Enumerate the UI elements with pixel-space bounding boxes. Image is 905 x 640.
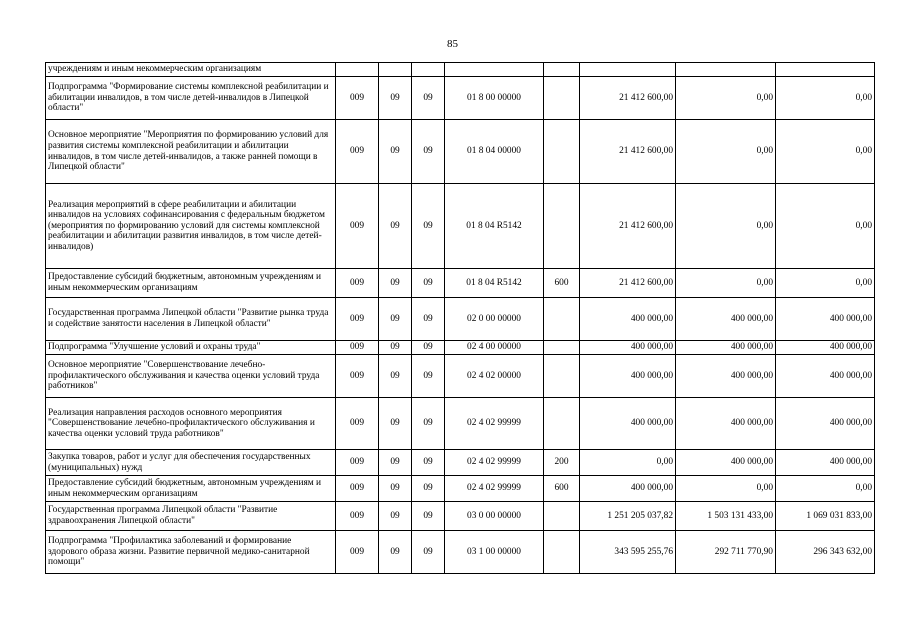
- row-sum-3: 400 000,00: [776, 298, 875, 341]
- row-ved: [336, 63, 379, 77]
- row-pr: 09: [412, 476, 445, 502]
- row-name: Реализация мероприятий в сфере реабилитации и абилитации инвалидов на условиях софинансирования с федеральным бюджетом (мероприятия по формированию условий для системы комплексной реабилитации и абилитации развития инвалидов, в том числе детей-инвалидов): [46, 184, 336, 269]
- row-ved: 009: [336, 298, 379, 341]
- row-sum-2: 400 000,00: [676, 298, 776, 341]
- row-pr: 09: [412, 269, 445, 298]
- row-sum-3: 400 000,00: [776, 398, 875, 450]
- row-name: Государственная программа Липецкой области "Развитие здравоохранения Липецкой области": [46, 502, 336, 531]
- table-row: [46, 450, 875, 476]
- row-sum-2: 0,00: [676, 120, 776, 184]
- table-row: [46, 476, 875, 502]
- row-ved: 009: [336, 450, 379, 476]
- table-body: [46, 63, 875, 574]
- row-vr: [544, 398, 580, 450]
- row-sum-3: [776, 63, 875, 77]
- row-name: Закупка товаров, работ и услуг для обеспечения государственных (муниципальных) нужд: [46, 450, 336, 476]
- row-sum-2: 0,00: [676, 77, 776, 120]
- row-rz: 09: [379, 120, 412, 184]
- row-pr: 09: [412, 298, 445, 341]
- row-ved: 009: [336, 476, 379, 502]
- row-csr: 01 8 04 R5142: [445, 184, 544, 269]
- row-csr: [445, 63, 544, 77]
- table-row: [46, 531, 875, 574]
- budget-table: [45, 62, 875, 574]
- row-sum-2: 400 000,00: [676, 398, 776, 450]
- row-sum-3: 0,00: [776, 120, 875, 184]
- row-sum-1: 21 412 600,00: [580, 77, 676, 120]
- row-rz: 09: [379, 450, 412, 476]
- row-sum-3: 0,00: [776, 77, 875, 120]
- row-sum-3: 1 069 031 833,00: [776, 502, 875, 531]
- table-row: [46, 184, 875, 269]
- page-number: 85: [447, 38, 458, 50]
- row-sum-1: 21 412 600,00: [580, 269, 676, 298]
- table-row: [46, 298, 875, 341]
- row-vr: [544, 355, 580, 398]
- row-csr: 03 0 00 00000: [445, 502, 544, 531]
- row-vr: [544, 502, 580, 531]
- row-vr: [544, 184, 580, 269]
- row-sum-2: 400 000,00: [676, 341, 776, 355]
- row-sum-1: [580, 63, 676, 77]
- row-name: Подпрограмма "Улучшение условий и охраны труда": [46, 341, 336, 355]
- row-csr: 02 4 00 00000: [445, 341, 544, 355]
- row-sum-2: 292 711 770,90: [676, 531, 776, 574]
- row-vr: [544, 63, 580, 77]
- row-csr: 02 4 02 99999: [445, 476, 544, 502]
- row-rz: 09: [379, 341, 412, 355]
- row-sum-3: 0,00: [776, 269, 875, 298]
- row-vr: [544, 77, 580, 120]
- row-rz: 09: [379, 531, 412, 574]
- row-pr: [412, 63, 445, 77]
- row-csr: 02 4 02 00000: [445, 355, 544, 398]
- row-sum-3: 400 000,00: [776, 450, 875, 476]
- table-row: [46, 502, 875, 531]
- row-rz: 09: [379, 184, 412, 269]
- row-pr: 09: [412, 531, 445, 574]
- row-pr: 09: [412, 184, 445, 269]
- row-name: Подпрограмма "Формирование системы комплексной реабилитации и абилитации инвалидов, в том числе детей-инвалидов в Липецкой области": [46, 77, 336, 120]
- table-row: [46, 355, 875, 398]
- row-rz: 09: [379, 355, 412, 398]
- row-vr: [544, 120, 580, 184]
- table-row: [46, 120, 875, 184]
- row-name: Основное мероприятие "Мероприятия по формированию условий для развития системы комплексной реабилитации и абилитации инвалидов, в том числе детей-инвалидов, а также ранней помощи в Липецкой области": [46, 120, 336, 184]
- row-sum-3: 0,00: [776, 184, 875, 269]
- row-pr: 09: [412, 355, 445, 398]
- table-row: [46, 77, 875, 120]
- row-sum-3: 0,00: [776, 476, 875, 502]
- row-sum-2: 0,00: [676, 476, 776, 502]
- row-ved: 009: [336, 341, 379, 355]
- row-rz: 09: [379, 298, 412, 341]
- row-sum-3: 400 000,00: [776, 355, 875, 398]
- row-csr: 01 8 04 R5142: [445, 269, 544, 298]
- row-ved: 009: [336, 355, 379, 398]
- row-csr: 03 1 00 00000: [445, 531, 544, 574]
- row-sum-1: 1 251 205 037,82: [580, 502, 676, 531]
- row-name: Государственная программа Липецкой области "Развитие рынка труда и содействие занятости населения в Липецкой области": [46, 298, 336, 341]
- row-rz: [379, 63, 412, 77]
- row-vr: 600: [544, 476, 580, 502]
- row-sum-2: 0,00: [676, 269, 776, 298]
- row-csr: 01 8 00 00000: [445, 77, 544, 120]
- row-sum-1: 21 412 600,00: [580, 120, 676, 184]
- row-ved: 009: [336, 269, 379, 298]
- row-csr: 02 4 02 99999: [445, 450, 544, 476]
- row-sum-1: 400 000,00: [580, 341, 676, 355]
- row-vr: 600: [544, 269, 580, 298]
- row-ved: 009: [336, 120, 379, 184]
- row-name: Подпрограмма "Профилактика заболеваний и формирование здорового образа жизни. Развитие первичной медико-санитарной помощи": [46, 531, 336, 574]
- row-ved: 009: [336, 531, 379, 574]
- row-ved: 009: [336, 77, 379, 120]
- row-sum-1: 400 000,00: [580, 476, 676, 502]
- row-name: Предоставление субсидий бюджетным, автономным учреждениям и иным некоммерческим организациям: [46, 476, 336, 502]
- row-sum-2: [676, 63, 776, 77]
- row-name: учреждениям и иным некоммерческим организациям: [46, 63, 336, 77]
- row-vr: 200: [544, 450, 580, 476]
- row-csr: 02 4 02 99999: [445, 398, 544, 450]
- row-rz: 09: [379, 269, 412, 298]
- row-vr: [544, 298, 580, 341]
- row-sum-1: 400 000,00: [580, 398, 676, 450]
- row-rz: 09: [379, 398, 412, 450]
- row-sum-3: 296 343 632,00: [776, 531, 875, 574]
- table-row: [46, 398, 875, 450]
- row-csr: 01 8 04 00000: [445, 120, 544, 184]
- row-rz: 09: [379, 476, 412, 502]
- row-vr: [544, 531, 580, 574]
- row-pr: 09: [412, 502, 445, 531]
- row-rz: 09: [379, 502, 412, 531]
- table-row: [46, 341, 875, 355]
- row-csr: 02 0 00 00000: [445, 298, 544, 341]
- row-pr: 09: [412, 398, 445, 450]
- row-sum-3: 400 000,00: [776, 341, 875, 355]
- row-sum-2: 1 503 131 433,00: [676, 502, 776, 531]
- row-ved: 009: [336, 502, 379, 531]
- row-sum-2: 400 000,00: [676, 355, 776, 398]
- row-sum-1: 400 000,00: [580, 355, 676, 398]
- table-row: [46, 269, 875, 298]
- row-ved: 009: [336, 398, 379, 450]
- row-ved: 009: [336, 184, 379, 269]
- row-sum-1: 21 412 600,00: [580, 184, 676, 269]
- row-pr: 09: [412, 450, 445, 476]
- row-pr: 09: [412, 120, 445, 184]
- table-row: [46, 63, 875, 77]
- row-name: Реализация направления расходов основного мероприятия "Совершенствование лечебно-профилактического обслуживания и качества оценки условий труда работников": [46, 398, 336, 450]
- row-sum-1: 343 595 255,76: [580, 531, 676, 574]
- row-rz: 09: [379, 77, 412, 120]
- row-sum-1: 0,00: [580, 450, 676, 476]
- row-name: Основное мероприятие "Совершенствование лечебно-профилактического обслуживания и качества оценки условий труда работников": [46, 355, 336, 398]
- row-sum-2: 0,00: [676, 184, 776, 269]
- row-sum-1: 400 000,00: [580, 298, 676, 341]
- row-pr: 09: [412, 77, 445, 120]
- row-vr: [544, 341, 580, 355]
- row-sum-2: 400 000,00: [676, 450, 776, 476]
- row-pr: 09: [412, 341, 445, 355]
- row-name: Предоставление субсидий бюджетным, автономным учреждениям и иным некоммерческим организациям: [46, 269, 336, 298]
